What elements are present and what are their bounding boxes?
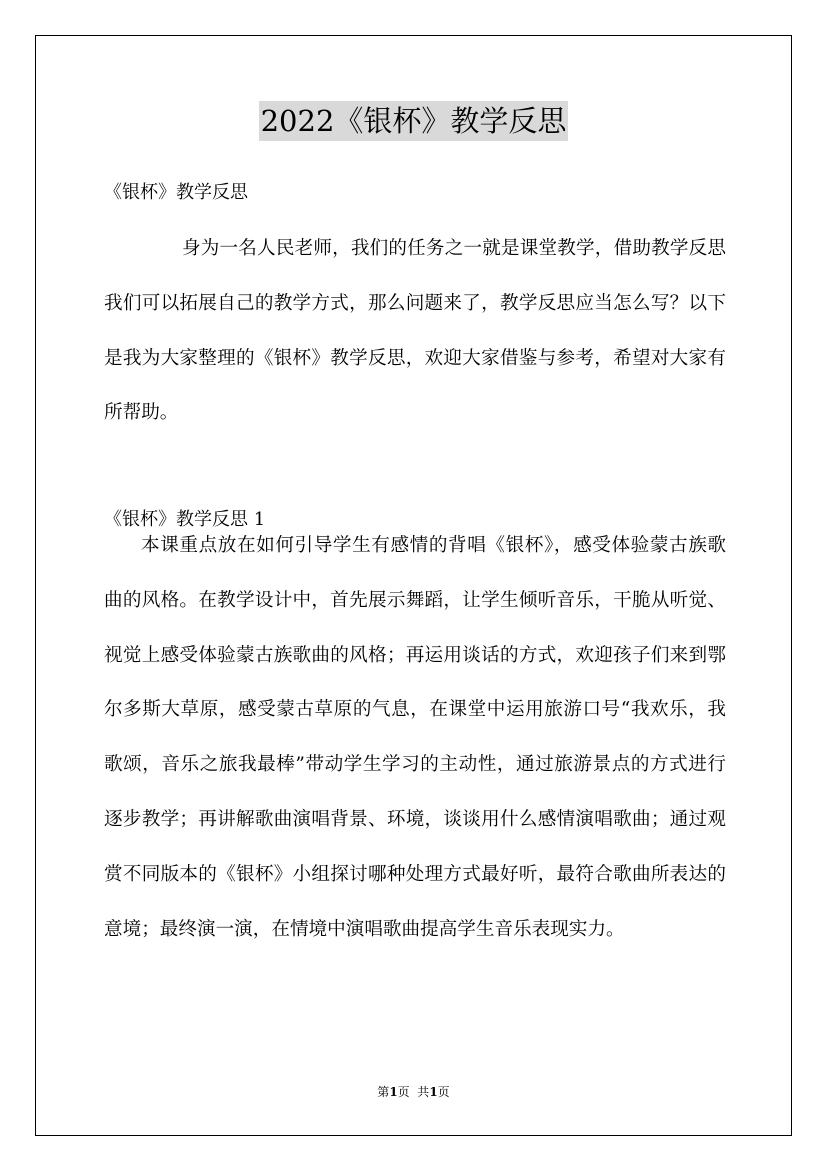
footer-page-mid: 页 共 [397,1085,430,1099]
intro-paragraph: 身为一名人民老师，我们的任务之一就是课堂教学，借助教学反思我们可以拓展自己的教学方式，那么问题来了，教学反思应当怎么写？以下是我为大家整理的《银杯》教学反思，欢迎大家借鉴与参考，希望对大家有所帮助。 [104,238,726,424]
title-container [0,101,827,141]
footer-page-current: 1 [389,1085,398,1099]
footer-page-prefix: 第 [377,1085,390,1099]
footer-page-total: 1 [429,1085,438,1099]
section1-heading: 《银杯》教学反思 1 [104,509,266,530]
page-footer [0,1084,827,1100]
intro-heading: 《银杯》教学反思 [104,182,248,203]
document-title: 2022《银杯》教学反思 [259,101,569,141]
footer-page-suffix: 页 [437,1085,450,1099]
section1-paragraph: 本课重点放在如何引导学生有感情的背唱《银杯》，感受体验蒙古族歌曲的风格。在教学设计中，首先展示舞蹈，让学生倾听音乐，干脆从听觉、视觉上感受体验蒙古族歌曲的风格；再运用谈话的方式，欢迎孩子们来到鄂尔多斯大草原，感受蒙古草原的气息，在课堂中运用旅游口号“我欢乐，我歌颂，音乐之旅我最棒”带动学生学习的主动性，通过旅游景点的方式进行逐步教学；再讲解歌曲演唱背景、环境，谈谈用什么感情演唱歌曲；通过观赏不同版本的《银杯》小组探讨哪种处理方式最好听，最符合歌曲所表达的意境；最终演一演，在情境中演唱歌曲提高学生音乐表现实力。 [104,535,726,940]
